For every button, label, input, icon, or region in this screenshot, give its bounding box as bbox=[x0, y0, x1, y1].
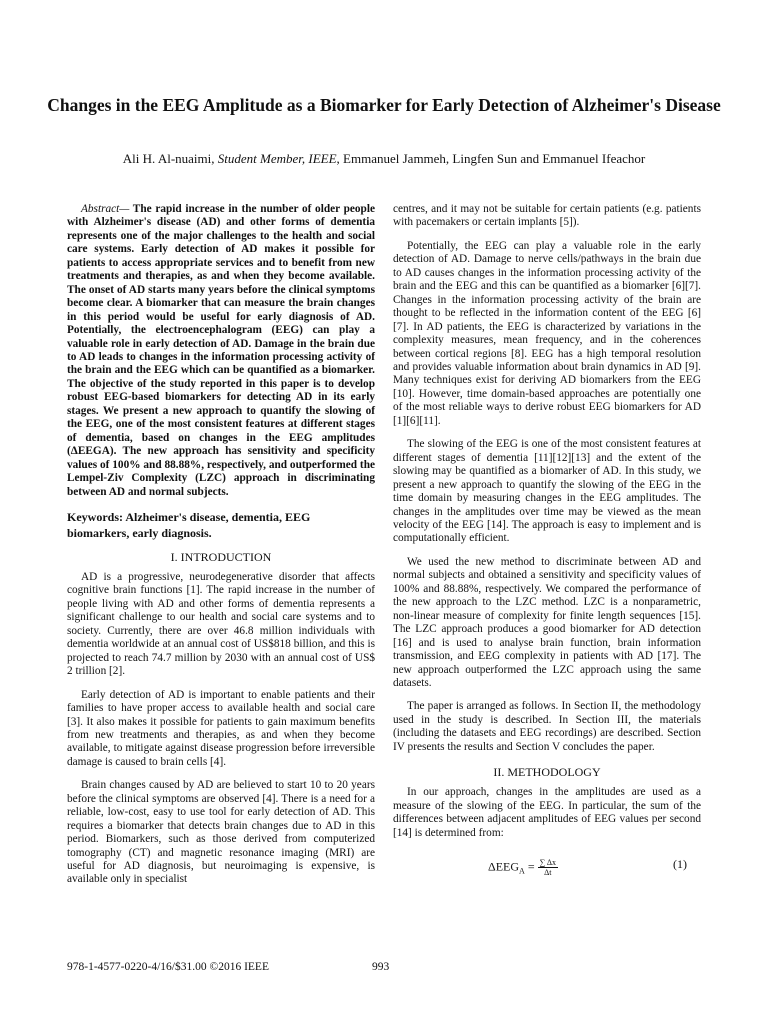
equation-lhs: ΔEEG bbox=[488, 859, 520, 874]
intro-paragraph: The slowing of the EEG is one of the most consistent features at different stages of dementia [11][12][13] and the extent of the slowing may be quantified as a biomarker of AD. In this study, we present a new approach to quantify the slowing of the EEG in the time domain by measuring changes in the EEG amplitudes. The changes in the amplitudes over time may be viewed as the mean velocity of the EEG [14]. The approach is easy to implement and is computationally efficient. bbox=[393, 438, 701, 545]
intro-paragraph: The paper is arranged as follows. In Section II, the methodology used in the study is described. In Section III, the materials (including the datasets and EEG recordings) are described. Section IV presents the results and Section V concludes the paper. bbox=[393, 700, 701, 753]
authors-rest: , Emmanuel Jammeh, Lingfen Sun and Emmanuel Ifeachor bbox=[336, 151, 646, 166]
intro-paragraph: centres, and it may not be suitable for certain patients (e.g. patients with pacemakers or certain implants [5]). bbox=[393, 203, 701, 229]
page-number: 993 bbox=[372, 961, 390, 973]
equation-denominator: Δt bbox=[544, 868, 552, 878]
intro-paragraph: Potentially, the EEG can play a valuable role in the early detection of AD. Damage to nerve cells/pathways in the brain due to AD causes changes in the information processing activity of the brain and the EEG and this can be quantified as a biomarker [6][7]. Changes in the information processing activity of the brain are thought to be reflected in the information content of the EEG [6][7]. In AD patients, the EEG is characterized by variations in the complexity measures, mean frequency, and in the coherences between cortical regions [8]. EEG has a high temporal resolution and provides valuable information about brain dynamics in AD [9]. Many techniques exist for deriving AD biomarkers from the EEG [10]. However, time domain-based approaches are potentially one of the most reliable ways to derive robust EEG biomarkers for AD [1][6][11]. bbox=[393, 239, 701, 427]
intro-paragraph: Early detection of AD is important to enable patients and their families to have proper access to available health and social care [3]. It also makes it possible for patients to gain maximum benefits from new treatments and therapies, as and when they become available, to mitigate against disease progression before irreversible damage is caused to brain cells [4]. bbox=[67, 688, 375, 768]
author-list bbox=[40, 150, 728, 168]
equation-equals: = bbox=[524, 859, 538, 874]
paper-title: Changes in the EEG Amplitude as a Biomarker for Early Detection of Alzheimer's Disease bbox=[47, 95, 721, 115]
equation-fraction bbox=[538, 858, 558, 877]
abstract bbox=[67, 203, 375, 499]
section-heading-methodology: II. METHODOLOGY bbox=[493, 765, 601, 780]
intro-paragraph: We used the new method to discriminate between AD and normal subjects and obtained a sensitivity and specificity values of 100% and 88.88%, respectively. We compared the performance of the new approach to the LZC method. LZC is a nonparametric, non-linear measure of complexity for finite length sequences [15]. The LZC approach produces a good biomarker for AD detection [16] and is used to analyse brain function, brain information transmission, and EEG complexity in patients with AD [17]. The new approach outperformed the LZC approach using the same datasets. bbox=[393, 555, 701, 689]
equation-subscript: A bbox=[519, 866, 525, 876]
abstract-text: The rapid increase in the number of older people with Alzheimer's disease (AD) and other forms of dementia represents one of the major challenges to the health and social care systems. Early detection of AD makes it possible for patients to access appropriate services and to benefit from new treatments and therapies, as and when they become available. The onset of AD starts many years before the clinical symptoms become clear. A biomarker that can measure the brain changes in this period would be useful for early diagnosis of AD. Potentially, the electroencephalogram (EEG) can play a valuable role in early detection of AD. Damage in the brain due to AD leads to changes in the information processing activity of the brain and the EEG which can be quantified as a biomarker. The objective of the study reported in this paper is to develop robust EEG-based biomarkers for detecting AD in its early stages. We present a new approach to quantify the slowing of the EEG, one of the most consistent features at different stages of dementia, based on changes in the EEG amplitudes (ΔEEGA). The new approach has sensitivity and specificity values of 100% and 88.88%, respectively, and outperformed the Lempel-Ziv Complexity (LZC) approach in discriminating between AD and normal subjects. bbox=[67, 203, 375, 498]
equation-numerator: ∑ Δx bbox=[539, 858, 557, 868]
keywords: Keywords: Alzheimer's disease, dementia, EEG biomarkers, early diagnosis. bbox=[67, 509, 311, 540]
equation-number: (1) bbox=[673, 857, 687, 872]
equation-1 bbox=[393, 850, 701, 880]
right-column bbox=[393, 203, 701, 880]
intro-paragraph: AD is a progressive, neurodegenerative disorder that affects cognitive brain functions [1]. The rapid increase in the number of people living with AD and other forms of dementia represents a significant challenge to our health and social care systems and to society. Currently, there are over 46.8 million individuals with dementia worldwide at an annual cost of US$818 billion, and this is projected to reach 74.7 million by 2030 with an annual cost of US$ 2 trillion [2]. bbox=[67, 570, 375, 678]
left-column bbox=[67, 203, 375, 897]
equation-body bbox=[488, 858, 558, 878]
author-role: Student Member, IEEE bbox=[217, 151, 337, 166]
method-paragraph: In our approach, changes in the amplitudes are used as a measure of the slowing of the EEG. In particular, the sum of the differences between adjacent amplitudes of EEG values per second [14] is determined from: bbox=[393, 786, 701, 839]
copyright-footer: 978-1-4577-0220-4/16/$31.00 ©2016 IEEE bbox=[67, 961, 269, 973]
intro-paragraph: Brain changes caused by AD are believed to start 10 to 20 years before the clinical symptoms are observed [4]. There is a need for a reliable, low-cost, easy to use tool for early detection of AD. This requires a biomarker that detects brain changes due to AD in this period. Biomarkers, such as those derived from computerized tomography (CT) and magnetic resonance imaging (MRI) are useful for AD diagnosis, but neuroimaging is expensive, is available only in specialist bbox=[67, 779, 375, 886]
authors-prefix: Ali H. Al-nuaimi, bbox=[122, 151, 218, 166]
abstract-lead: Abstract— bbox=[81, 203, 130, 215]
section-heading-introduction: I. INTRODUCTION bbox=[170, 549, 272, 564]
